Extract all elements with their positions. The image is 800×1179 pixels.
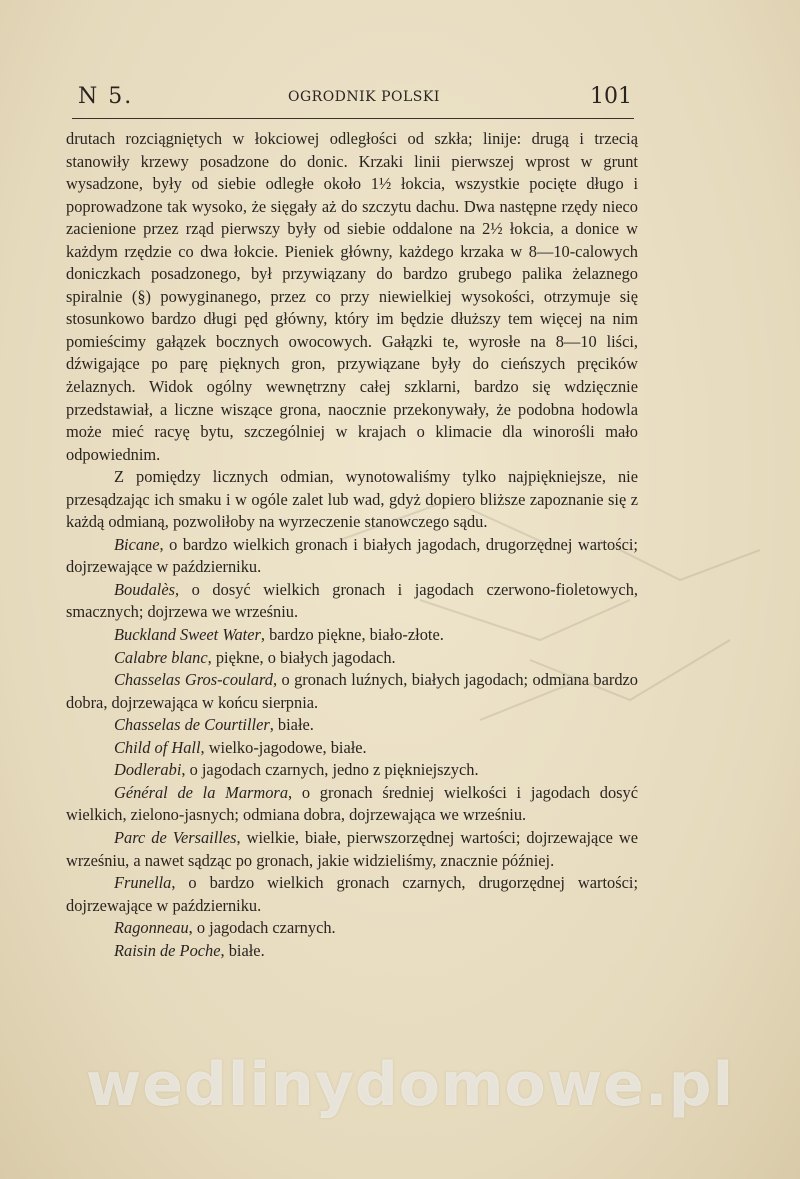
- paragraph: [66, 917, 638, 940]
- variety-name: Raisin de Poche: [114, 940, 221, 960]
- paragraph: [66, 624, 638, 647]
- paragraph: [66, 534, 638, 579]
- paragraph: [66, 827, 638, 872]
- paragraph-text: , o jagodach czarnych.: [188, 918, 336, 938]
- paragraph-text: , o jagodach czarnych, jedno z piękniejszych.: [181, 760, 479, 780]
- variety-name: Chasselas de Courtiller: [114, 715, 270, 735]
- paragraph-text: , o bardzo wielkich gronach i białych jagodach, drugorzędnej wartości; dojrzewające w październiku.: [66, 534, 638, 577]
- paragraph: [66, 872, 638, 917]
- variety-name: Calabre blanc: [114, 647, 208, 667]
- variety-name: Child of Hall: [114, 737, 201, 757]
- paragraph: [66, 128, 638, 466]
- variety-name: Frunella: [114, 873, 172, 893]
- paragraph: [66, 466, 638, 534]
- paragraph-text: , wielko-jagodowe, białe.: [200, 737, 367, 757]
- site-watermark: wedlinydomowe.pl: [85, 1050, 735, 1120]
- page-number: 101: [590, 84, 632, 109]
- article-body: [66, 128, 638, 962]
- variety-name: Général de la Marmora: [114, 782, 289, 802]
- issue-number: N 5.: [78, 84, 134, 109]
- page-header: [72, 84, 632, 114]
- paragraph: [66, 669, 638, 714]
- paragraph-text: , wielkie, białe, pierwszorzędnej wartości; dojrzewające we wrześniu, a nawet sądząc po gronach, jakie widzieliśmy, znacznie później.: [66, 827, 639, 870]
- paragraph-text: drutach rozciągniętych w łokciowej odległości od szkła; linije: drugą i trzecią stanowiły krzewy posadzone do donic. Krzaki linii pierwszej wprost w grunt wysadzone, były od siebie odległe około 1½ łokcia, wszystkie pocięte długo i poprowadzone tak wysoko, że sięgały aż do szczytu dachu. Dwa następne rzędy nieco zacienione przez rząd pierwszy były od siebie oddalone na 2½ łokcia, a donice w każdym rzędzie co dwa łokcie. Pieniek główny, każdego krzaka w 8—10-calowych doniczkach posadzonego, był przywiązany do bardzo grubego palika żelaznego spiralnie (§) powyginanego, przez co przy niewielkiej wysokości, otrzymuje się stosunkowo bardzo długi pęd główny, który im będzie dłuższy tem więcej na nim pomieścimy gałązek bocznych owocowych. Gałązki te, wyrosłe na 8—10 liści, dźwigające po parę pięknych gron, przywiązane były do cieńszych pręcików żelaznych. Widok ogólny wewnętrzny całej szklarni, bardzo się wdzięcznie przedstawiał, a liczne wiszące grona, naocznie przekonywały, że podobna hodowla może mieć racyę bytu, szczególniej w krajach o klimacie dla winorośli mało odpowiednim.: [66, 129, 638, 464]
- paragraph: [66, 737, 638, 760]
- variety-name: Ragonneau: [114, 918, 189, 938]
- paragraph: [66, 940, 638, 963]
- paragraph-text: Z pomiędzy licznych odmian, wynotowaliśmy tylko najpiękniejsze, nie przesądzając ich smaku i w ogóle zalet lub wad, gdyż dopiero bliższe zapoznanie się z każdą odmianą, pozwoliłoby na wyrzeczenie stanowczego sądu.: [66, 467, 638, 532]
- paragraph-text: , o dosyć wielkich gronach i jagodach czerwono-fioletowych, smacznych; dojrzewa we wrześniu.: [66, 579, 638, 622]
- journal-title: OGRODNIK POLSKI: [288, 89, 440, 105]
- variety-name: Chasselas Gros-coulard: [114, 670, 273, 690]
- variety-name: Buckland Sweet Water: [114, 625, 261, 645]
- paragraph: [66, 759, 638, 782]
- variety-name: Bicane: [114, 534, 160, 554]
- paragraph-text: , białe.: [220, 940, 265, 960]
- paragraph: [66, 782, 638, 827]
- header-rule: [72, 118, 634, 119]
- paragraph-text: , białe.: [269, 715, 314, 735]
- paragraph: [66, 647, 638, 670]
- variety-name: Parc de Versailles: [114, 827, 237, 847]
- paragraph-text: , piękne, o białych jagodach.: [207, 647, 396, 667]
- paragraph-text: , o gronach średniej wielkości i jagodach dosyć wielkich, zielono-jasnych; odmiana dobra, dojrzewająca we wrześniu.: [66, 782, 638, 825]
- paragraph: [66, 579, 638, 624]
- variety-name: Boudalès: [114, 579, 176, 599]
- paragraph-text: , o bardzo wielkich gronach czarnych, drugorzędnej wartości; dojrzewające w październiku.: [66, 873, 638, 915]
- paragraph-text: , bardzo piękne, biało-złote.: [260, 625, 444, 645]
- paragraph-text: , o gronach luźnych, białych jagodach; odmiana bardzo dobra, dojrzewająca w końcu sierpnia.: [66, 670, 638, 712]
- paragraph: [66, 714, 638, 737]
- variety-name: Dodlerabi: [114, 760, 182, 780]
